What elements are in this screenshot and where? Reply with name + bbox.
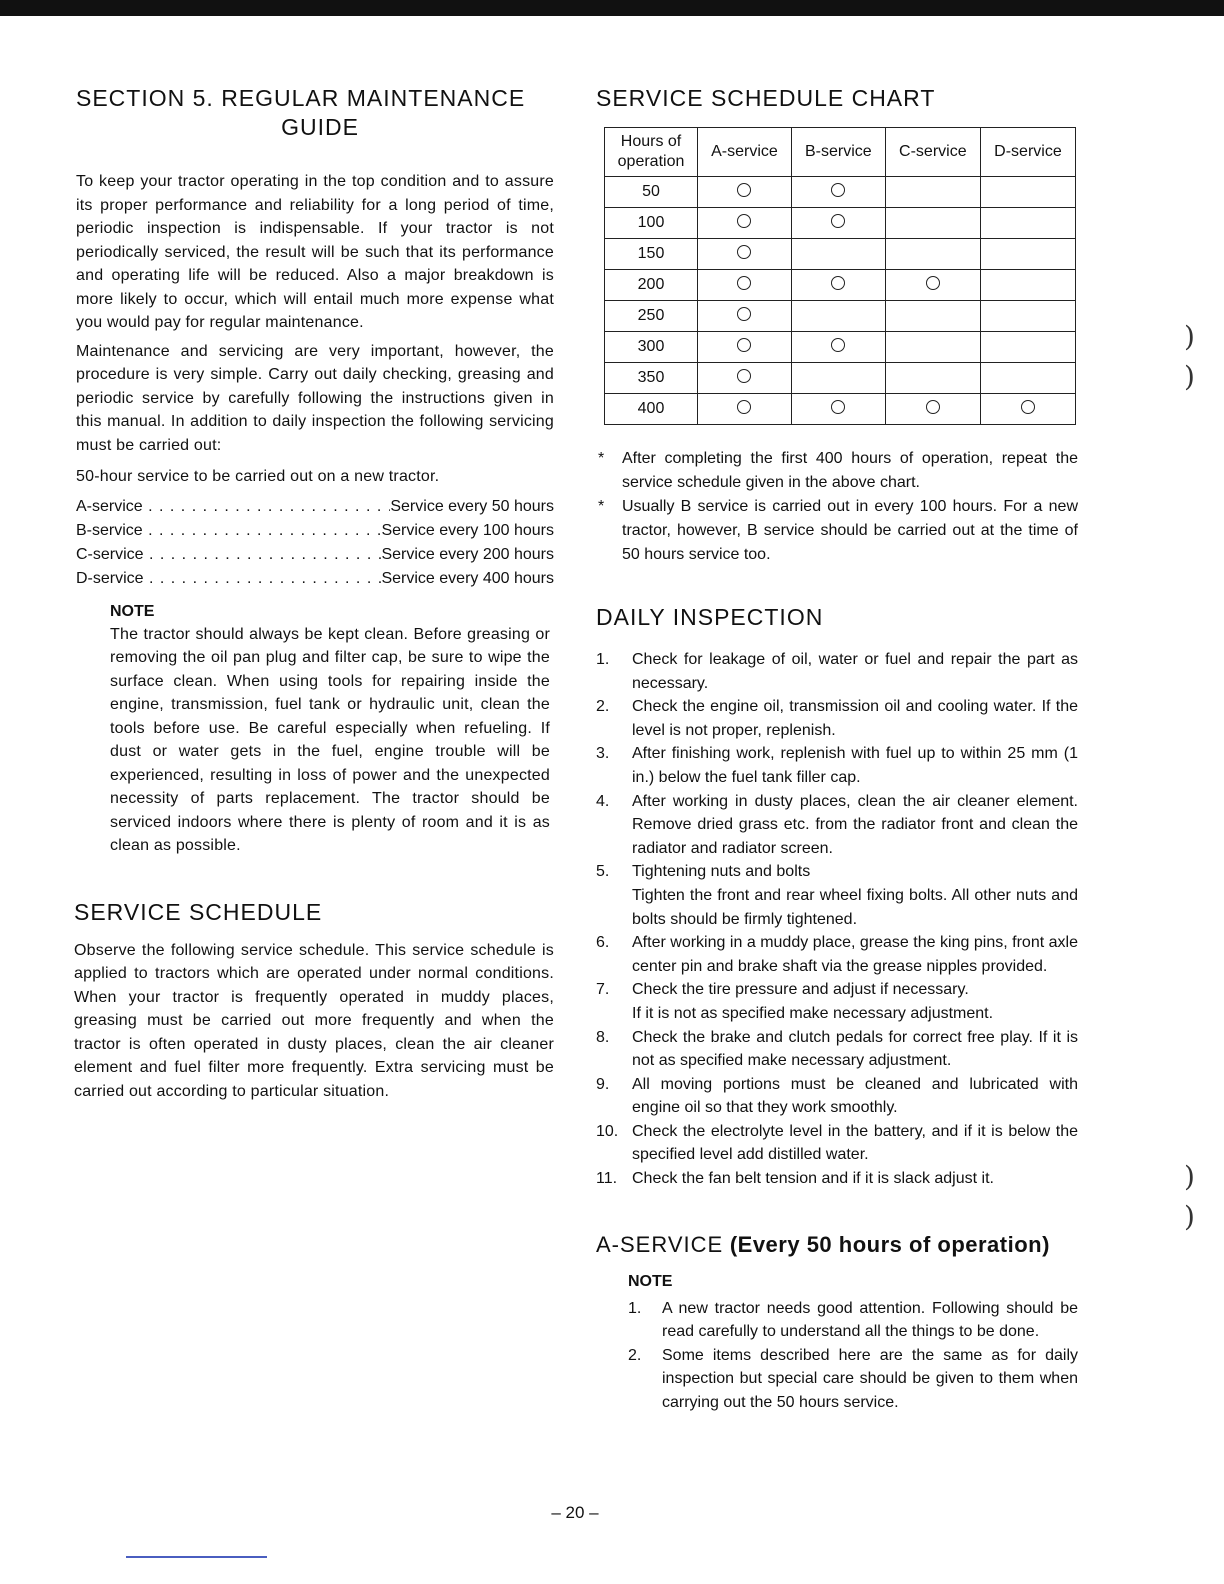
service-mark-cell [698,239,792,270]
service-mark-cell [885,363,980,394]
intro-paragraph-2: Maintenance and servicing are very important, however, the procedure is very simple. Carry out daily checking, greasing and periodic service by carefully following the instructions given in this manual. In addition to daily inspection the following servicing must be carried out: [76,342,554,454]
service-required-circle-icon [737,245,751,259]
item-text [632,1026,1078,1073]
service-interval: Service every 100 hours [381,521,554,539]
margin-bracket-mark: ) [1184,1200,1195,1233]
margin-bracket-mark: ) [1184,320,1195,353]
footnote-asterisk: * [598,450,605,467]
item-text [632,1167,1078,1191]
service-mark-cell [885,270,980,301]
service-mark-cell [791,332,885,363]
margin-bracket-mark: ) [1184,1160,1195,1193]
maintenance-note [110,601,550,858]
list-item [596,1167,1078,1191]
item-number: 1. [596,651,610,668]
item-text [632,1120,1078,1167]
footnote-text: After completing the first 400 hours of operation, repeat the service schedule given in the above chart. [622,450,1078,491]
service-name: A-service . . . [76,495,390,519]
service-mark-cell [980,394,1075,425]
item-text-line: Check the electrolyte level in the battery, and if it is below the specified level add distilled water. [632,1122,1078,1164]
header-hours [605,128,698,177]
hours-cell: 400 [605,394,698,425]
item-number: 2. [596,698,610,716]
table-header-row [605,128,1076,177]
section-title-line2: GUIDE [281,114,359,140]
a-service-note-title: NOTE [628,1272,673,1290]
table-row [605,301,1076,332]
item-text-line: All moving portions must be cleaned and lubricated with engine oil so that they work smoothly. [632,1075,1078,1117]
list-item [596,1073,1078,1120]
footnote-asterisk: * [598,498,605,515]
header-hours-line2: operation [617,153,685,170]
item-text-line: Tighten the front and rear wheel fixing bolts. All other nuts and bolts should be firmly tightened. [632,886,1078,928]
hours-cell: 300 [605,332,698,363]
service-mark-cell [885,208,980,239]
item-text-line: Check for leakage of oil, water or fuel and repair the part as necessary. [632,651,1078,692]
service-schedule-text: Observe the following service schedule. This service schedule is applied to tractors which are operated under normal conditions. When your tractor is frequently operated in muddy places, greasing must be carried out more frequently and when the tractor is often operated in dusty places, clean the air cleaner element and fuel filter more frequently. Extra servicing must be carried out according to particular situation. [74,941,554,1100]
footnote-text: Usually B service is carried out in every 100 hours. For a new tractor, however, B service should be carried out at the time of 50 hours service too. [622,498,1078,563]
hours-cell: 100 [605,208,698,239]
daily-inspection-list [596,648,1078,1191]
service-required-circle-icon [831,400,845,414]
service-interval: Service every 400 hours [381,569,554,587]
section-title [76,84,554,142]
service-required-circle-icon [737,369,751,383]
scan-top-border [0,0,1224,16]
item-number: 2. [628,1346,642,1364]
daily-inspection-title: DAILY INSPECTION [596,604,824,630]
service-interval-row [76,567,554,591]
service-mark-cell [698,177,792,208]
item-number: 1. [628,1299,642,1317]
service-mark-cell [980,208,1075,239]
service-required-circle-icon [1021,400,1035,414]
service-mark-cell [885,394,980,425]
service-required-circle-icon [737,338,751,352]
service-schedule-title: SERVICE SCHEDULE [74,898,323,925]
header-hours-line1: Hours of [620,133,682,150]
service-mark-cell [885,332,980,363]
service-mark-cell [980,363,1075,394]
service-interval-row [76,543,554,567]
service-mark-cell [885,301,980,332]
service-required-circle-icon [831,183,845,197]
item-text [632,978,1078,1025]
list-item [596,790,1078,861]
item-text-line: If it is not as specified make necessary adjustment. [632,1004,994,1022]
table-body [605,177,1076,425]
item-text [632,648,1078,695]
item-text [632,860,1078,931]
section-title-line1: SECTION 5. REGULAR MAINTENANCE [76,85,526,111]
a-service-heading: A-SERVICE [596,1231,724,1257]
service-mark-cell [980,177,1075,208]
fifty-hour-line: 50-hour service to be carried out on a new tractor. [76,468,440,485]
item-text-line: Check the brake and clutch pedals for correct free play. If it is not as specified make necessary adjustment. [632,1028,1078,1070]
list-item [596,742,1078,789]
service-required-circle-icon [831,338,845,352]
list-item [596,1120,1078,1167]
service-mark-cell [980,301,1075,332]
chart-footnotes [596,447,1078,567]
header-a-service: A-service [698,128,792,177]
service-schedule-table [604,127,1076,425]
a-service-title [596,1231,1078,1259]
item-number: 10. [596,1122,619,1140]
hours-cell: 250 [605,301,698,332]
chart-title: SERVICE SCHEDULE CHART [596,85,936,111]
service-required-circle-icon [926,400,940,414]
footnote [596,447,1078,495]
item-text-line: Check the tire pressure and adjust if necessary. [632,981,969,999]
service-mark-cell [791,301,885,332]
left-column [76,84,554,1103]
service-required-circle-icon [831,276,845,290]
table-row [605,239,1076,270]
service-interval-row [76,519,554,543]
table-row [605,332,1076,363]
item-text: A new tractor needs good attention. Following should be read carefully to understand all the things to be done. [662,1299,1078,1341]
list-item [596,860,1078,931]
item-number: 8. [596,1028,610,1046]
service-required-circle-icon [926,276,940,290]
table-row [605,270,1076,301]
item-text-line: After working in a muddy place, grease the king pins, front axle center pin and brake shaft via the grease nipples provided. [632,934,1078,975]
service-name: C-service . . . [76,543,381,567]
note-text: The tractor should always be kept clean. Before greasing or removing the oil pan plug and filter cap, be sure to wipe the surface clean. When using tools for repairing inside the engine, transmission, fuel tank or hydraulic unit, clean the tools before use. Be careful especially when refueling. If dust or water gets in the fuel, engine trouble will be experienced, resulting in loss of power and the unexpected necessity of parts replacement. The tractor should be serviced indoors where there is plenty of room and it is as clean as possible. [110,625,550,854]
service-mark-cell [791,177,885,208]
list-item [596,931,1078,978]
hours-cell: 50 [605,177,698,208]
a-service-note [628,1271,1078,1415]
service-name: B-service . . . [76,519,381,543]
item-number: 9. [596,1075,610,1093]
item-text [632,931,1078,978]
service-required-circle-icon [737,276,751,290]
service-required-circle-icon [737,400,751,414]
note-title: NOTE [110,602,155,620]
list-item [628,1344,1078,1415]
list-item [596,1026,1078,1073]
service-required-circle-icon [737,307,751,321]
item-text-line: Check the engine oil, transmission oil and cooling water. If the level is not proper, replenish. [632,698,1078,739]
a-service-note-list [628,1297,1078,1415]
item-number: 5. [596,863,610,881]
service-mark-cell [791,208,885,239]
item-text [632,790,1078,861]
service-interval-row [76,495,554,519]
header-b-service: B-service [791,128,885,177]
service-mark-cell [791,270,885,301]
service-mark-cell [698,363,792,394]
service-mark-cell [698,270,792,301]
service-mark-cell [698,332,792,363]
list-item [596,695,1078,742]
hours-cell: 200 [605,270,698,301]
footer-rule [126,1556,267,1558]
right-column [596,84,1078,1414]
item-text-line: After working in dusty places, clean the air cleaner element. Remove dried grass etc. from the radiator front and clean the radiator and radiator screen. [632,792,1078,857]
service-required-circle-icon [831,214,845,228]
service-required-circle-icon [737,183,751,197]
list-item [628,1297,1078,1344]
table-row [605,363,1076,394]
item-number: 3. [596,745,610,763]
item-text-line: Tightening nuts and bolts [632,863,811,881]
service-interval: Service every 200 hours [381,545,554,563]
item-number: 4. [596,792,610,810]
margin-bracket-mark: ) [1184,360,1195,393]
service-mark-cell [791,239,885,270]
service-name: D-service . . . [76,567,381,591]
a-service-subheading: (Every 50 hours of operation) [729,1231,1050,1257]
item-text [632,1073,1078,1120]
service-mark-cell [885,239,980,270]
hours-cell: 350 [605,363,698,394]
service-mark-cell [698,301,792,332]
header-d-service: D-service [980,128,1075,177]
table-row [605,394,1076,425]
item-number: 6. [596,934,610,952]
footnote [596,495,1078,567]
service-mark-cell [980,270,1075,301]
hours-cell: 150 [605,239,698,270]
item-number: 7. [596,981,610,999]
table-row [605,208,1076,239]
list-item [596,978,1078,1025]
service-mark-cell [885,177,980,208]
item-text: Some items described here are the same as for daily inspection but special care should be given to them when carrying out the 50 hours service. [662,1346,1078,1411]
service-mark-cell [791,363,885,394]
intro-paragraph-1: To keep your tractor operating in the top condition and to assure its proper performance and reliability for a long period of time, periodic inspection is indispensable. If your tractor is not periodically serviced, the result will be such that its performance and operating life will be reduced. Also a major breakdown is more likely to occur, which will entail much more expense what you would pay for regular maintenance. [76,173,554,331]
item-text [632,742,1078,789]
item-text-line: After finishing work, replenish with fuel up to within 25 mm (1 in.) below the fuel tank filler cap. [632,745,1078,786]
service-mark-cell [980,332,1075,363]
service-interval-list [76,495,554,591]
item-number: 11. [596,1170,618,1188]
service-required-circle-icon [737,214,751,228]
table-row [605,177,1076,208]
item-text [632,695,1078,742]
item-text-line: Check the fan belt tension and if it is slack adjust it. [632,1170,994,1188]
service-mark-cell [698,208,792,239]
service-mark-cell [698,394,792,425]
header-c-service: C-service [885,128,980,177]
page-number: – 20 – [551,1503,599,1522]
service-interval: Service every 50 hours [390,497,554,515]
service-mark-cell [791,394,885,425]
service-mark-cell [980,239,1075,270]
list-item [596,648,1078,695]
